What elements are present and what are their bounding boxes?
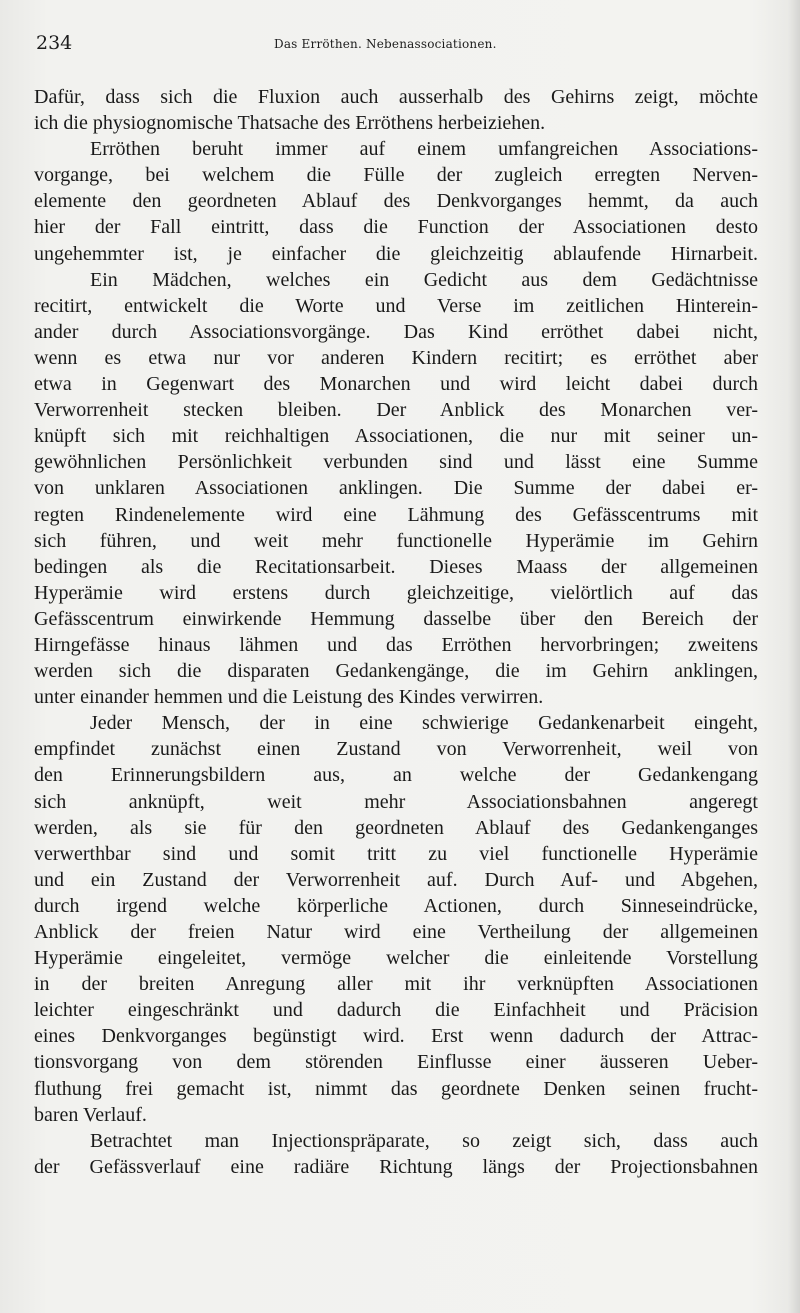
text-line: vorgange, bei welchem die Fülle der zugleich erregten Nerven- <box>34 164 758 187</box>
text-line: sich anknüpft, weit mehr Associationsbahnen angeregt <box>34 790 758 813</box>
text-line: tionsvorgang von dem störenden Einflusse einer äusseren Ueber- <box>34 1051 758 1074</box>
text-line: Verworrenheit stecken bleiben. Der Anblick des Monarchen ver- <box>34 399 758 422</box>
text-line: gewöhnlichen Persönlichkeit verbunden sind und lässt eine Summe <box>34 451 758 474</box>
text-line: ungehemmter ist, je einfacher die gleichzeitig ablaufende Hirnarbeit. <box>34 242 758 265</box>
text-line: knüpft sich mit reichhaltigen Associationen, die nur mit seiner un- <box>34 425 758 448</box>
text-line: durch irgend welche körperliche Actionen, durch Sinneseindrücke, <box>34 894 758 917</box>
text-line: Hyperämie eingeleitet, vermöge welcher die einleitende Vorstellung <box>34 947 758 970</box>
text-line: Jeder Mensch, der in eine schwierige Gedankenarbeit eingeht, <box>90 712 758 735</box>
text-line: empfindet zunächst einen Zustand von Verworrenheit, weil von <box>34 738 758 761</box>
text-line: leichter eingeschränkt und dadurch die Einfachheit und Präcision <box>34 999 758 1022</box>
text-line: wenn es etwa nur vor anderen Kindern recitirt; es erröthet aber <box>34 346 758 369</box>
text-line: Betrachtet man Injectionspräparate, so zeigt sich, dass auch <box>90 1129 758 1152</box>
text-line: Gefässcentrum einwirkende Hemmung dasselbe über den Bereich der <box>34 607 758 630</box>
text-line: Erröthen beruht immer auf einem umfangreichen Associations- <box>90 138 758 161</box>
text-line: elemente den geordneten Ablauf des Denkvorganges hemmt, da auch <box>34 190 758 213</box>
text-line: von unklaren Associationen anklingen. Die Summe der dabei er- <box>34 477 758 500</box>
text-line: recitirt, entwickelt die Worte und Verse im zeitlichen Hinterein- <box>34 294 758 317</box>
text-line: Hyperämie wird erstens durch gleichzeitige, vielörtlich auf das <box>34 581 758 604</box>
text-line: Hirngefässe hinaus lähmen und das Erröthen hervorbringen; zweitens <box>34 633 758 656</box>
text-line: und ein Zustand der Verworrenheit auf. Durch Auf- und Abgehen, <box>34 868 758 891</box>
text-line: unter einander hemmen und die Leistung des Kindes verwirren. <box>34 686 544 709</box>
body-text <box>34 84 758 1180</box>
text-line: Ein Mädchen, welches ein Gedicht aus dem Gedächtnisse <box>90 268 758 291</box>
page-number: 234 <box>36 32 73 54</box>
text-line: regten Rindenelemente wird eine Lähmung des Gefässcentrums mit <box>34 503 758 526</box>
text-line: fluthung frei gemacht ist, nimmt das geordnete Denken seinen frucht- <box>34 1077 758 1100</box>
text-line: eines Denkvorganges begünstigt wird. Erst wenn dadurch der Attrac- <box>34 1025 758 1048</box>
text-line: der Gefässverlauf eine radiäre Richtung längs der Projectionsbahnen <box>34 1155 758 1178</box>
text-line: baren Verlauf. <box>34 1103 147 1126</box>
running-head: Das Erröthen. Nebenassociationen. <box>274 37 497 51</box>
text-line: hier der Fall eintritt, dass die Function der Associationen desto <box>34 216 758 239</box>
text-line: sich führen, und weit mehr functionelle Hyperämie im Gehirn <box>34 529 758 552</box>
text-line: in der breiten Anregung aller mit ihr verknüpften Associationen <box>34 973 758 996</box>
text-line: ich die physiognomische Thatsache des Erröthens herbeiziehen. <box>34 112 546 135</box>
text-line: Anblick der freien Natur wird eine Vertheilung der allgemeinen <box>34 921 758 943</box>
text-line: bedingen als die Recitationsarbeit. Dieses Maass der allgemeinen <box>34 555 758 578</box>
text-line: verwerthbar sind und somit tritt zu viel functionelle Hyperämie <box>34 842 758 865</box>
text-line: werden sich die disparaten Gedankengänge, die im Gehirn anklingen, <box>34 660 758 683</box>
page-edge-shadow <box>788 0 800 1313</box>
page-header <box>36 30 776 60</box>
text-line: ander durch Associationsvorgänge. Das Kind erröthet dabei nicht, <box>34 320 758 343</box>
text-line: etwa in Gegenwart des Monarchen und wird leicht dabei durch <box>34 373 758 396</box>
text-line: Dafür, dass sich die Fluxion auch ausserhalb des Gehirns zeigt, möchte <box>34 86 758 108</box>
text-line: werden, als sie für den geordneten Ablauf des Gedankenganges <box>34 816 758 839</box>
text-line: den Erinnerungsbildern aus, an welche der Gedankengang <box>34 764 758 787</box>
